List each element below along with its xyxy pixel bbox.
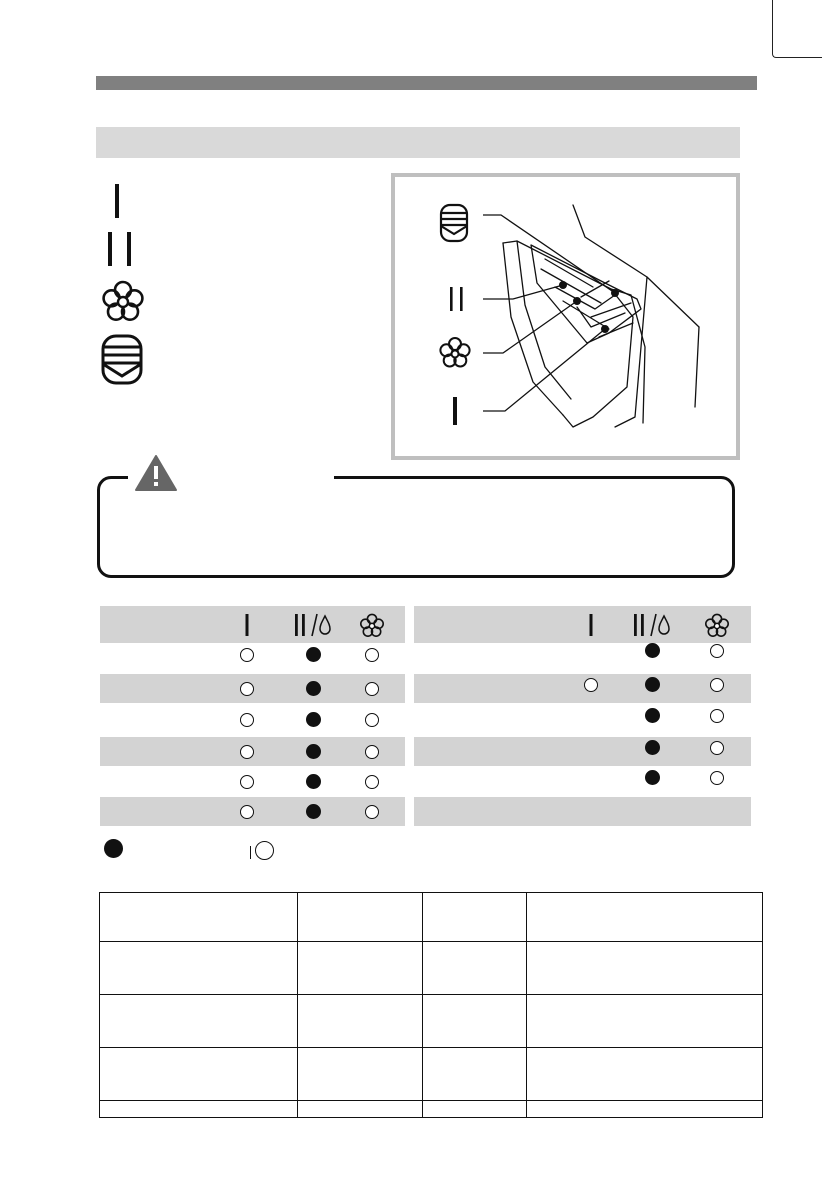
filled-dot — [306, 774, 321, 789]
spec-cell — [527, 1048, 763, 1101]
empty-dot — [240, 775, 254, 789]
empty-dot — [240, 745, 254, 759]
spec-cell — [527, 995, 763, 1048]
spec-cell — [423, 942, 527, 995]
dosage-row — [100, 767, 405, 796]
empty-dot — [710, 678, 724, 692]
empty-dot — [365, 713, 379, 727]
empty-dot — [365, 805, 379, 819]
filled-dot — [306, 647, 321, 662]
empty-dot — [240, 805, 254, 819]
spec-cell — [423, 893, 527, 942]
spec-cell — [298, 1101, 423, 1118]
filled-dot — [645, 643, 660, 658]
warning-box — [97, 476, 735, 578]
empty-dot — [365, 775, 379, 789]
softener-flower-icon — [101, 280, 145, 324]
spec-cell — [298, 1048, 423, 1101]
empty-dot — [240, 648, 254, 662]
dosage-row — [414, 737, 751, 766]
warning-triangle-icon — [134, 454, 178, 492]
softener-header-icon — [352, 612, 392, 638]
spec-cell — [298, 995, 423, 1048]
diagram-prewash-icon — [453, 397, 457, 425]
header-bar — [96, 76, 757, 90]
spec-cell — [100, 1048, 298, 1101]
dosage-row — [414, 640, 751, 669]
dosage-row — [100, 797, 405, 826]
spec-cell — [527, 893, 763, 942]
dosage-row — [100, 737, 405, 766]
filled-dot — [306, 744, 321, 759]
dosage-row — [414, 674, 751, 703]
spec-cell — [527, 942, 763, 995]
filled-dot — [645, 770, 660, 785]
dosage-row — [100, 640, 405, 669]
filled-dot — [306, 681, 321, 696]
filled-dot — [306, 712, 321, 727]
filled-dot — [645, 708, 660, 723]
empty-dot — [365, 745, 379, 759]
empty-dot — [584, 678, 598, 692]
filled-dot — [645, 677, 660, 692]
section-title-band — [96, 127, 740, 158]
diagram-softener-icon — [440, 338, 469, 367]
main-wash-liquid-header-icon — [293, 612, 333, 638]
diagram-main-wash-icon — [450, 287, 463, 311]
dosage-row — [414, 705, 751, 734]
empty-dot — [365, 682, 379, 696]
legend-empty-dot — [255, 841, 274, 860]
prewash-header-icon — [227, 612, 267, 638]
diagram-drawer-icon — [441, 205, 467, 241]
dosage-row — [414, 797, 751, 826]
drawer-illustration — [395, 177, 736, 456]
dosage-header-row — [414, 606, 751, 643]
dosage-row — [414, 767, 751, 796]
main-wash-compartment-icon — [106, 232, 136, 268]
empty-dot — [365, 648, 379, 662]
prewash-header-icon — [571, 612, 611, 638]
spec-cell — [100, 942, 298, 995]
spec-cell — [423, 995, 527, 1048]
prewash-compartment-icon — [112, 184, 124, 220]
filled-dot — [306, 804, 321, 819]
spec-cell — [100, 1101, 298, 1118]
filled-dot — [645, 740, 660, 755]
spec-cell — [100, 995, 298, 1048]
spec-cell — [100, 893, 298, 942]
empty-dot — [710, 741, 724, 755]
spec-cell — [527, 1101, 763, 1118]
drawer-diagram — [391, 173, 740, 460]
main-wash-liquid-header-icon — [632, 612, 672, 638]
dosage-row — [100, 674, 405, 703]
empty-dot — [710, 644, 724, 658]
dosage-table-left — [100, 606, 405, 826]
empty-dot — [240, 682, 254, 696]
dosage-table-right — [414, 606, 751, 826]
spec-cell — [298, 942, 423, 995]
detergent-drawer-icon — [100, 334, 146, 386]
spec-cell — [423, 1101, 527, 1118]
spec-cell — [298, 893, 423, 942]
legend-filled-dot — [104, 839, 123, 858]
empty-dot — [710, 771, 724, 785]
dosage-row — [100, 705, 405, 734]
spec-table — [99, 892, 763, 1118]
softener-header-icon — [697, 612, 737, 638]
empty-dot — [240, 713, 254, 727]
spec-cell — [423, 1048, 527, 1101]
dosage-header-row — [100, 606, 405, 643]
page-corner-mark — [772, 0, 822, 58]
empty-dot — [710, 709, 724, 723]
